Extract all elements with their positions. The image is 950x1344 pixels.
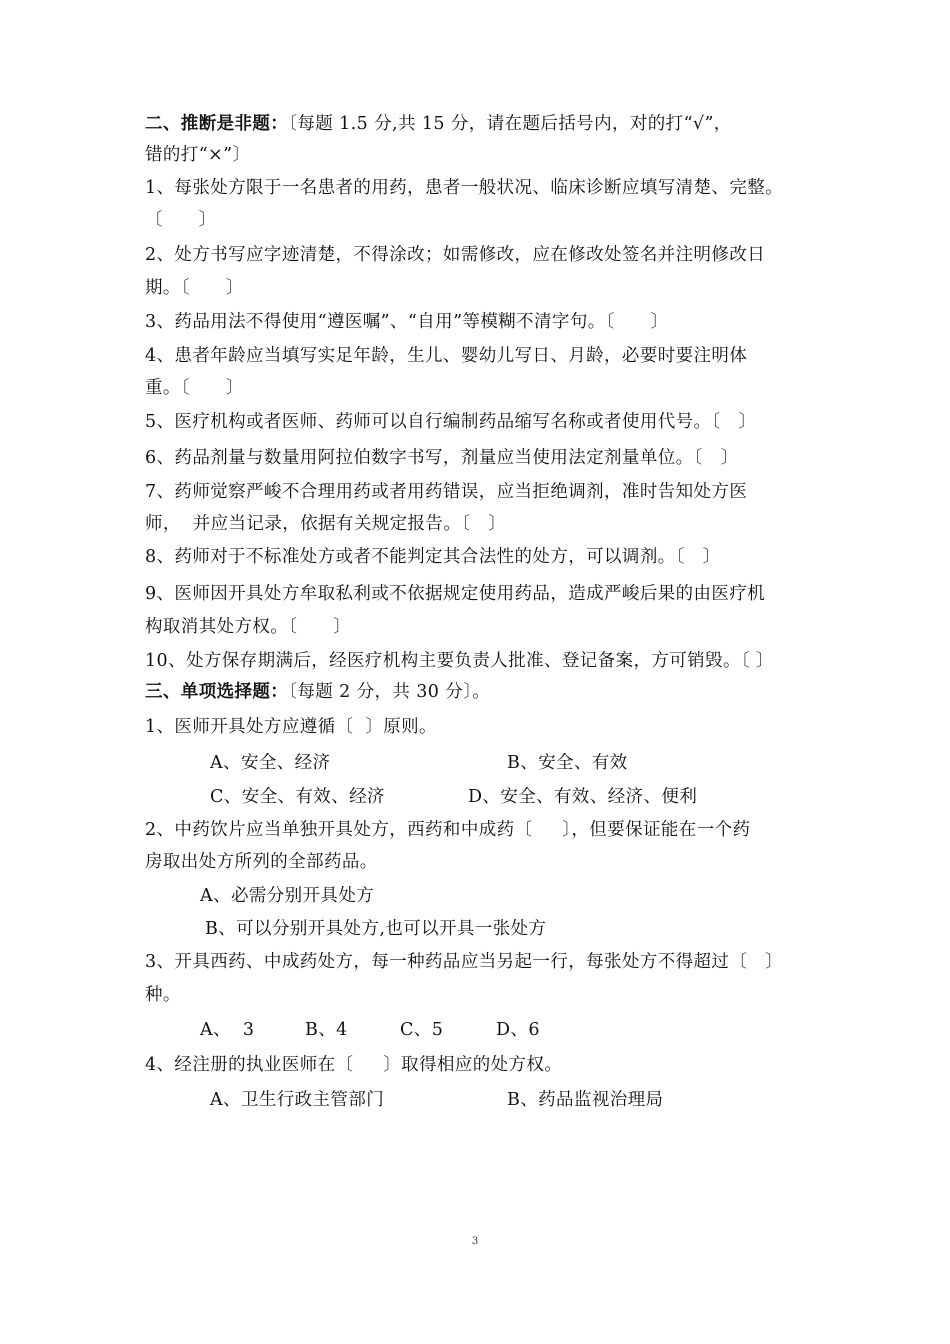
mc-q2-option-b: B、可以分别开具处方,也可以开具一张处方 [205,919,547,939]
mc-q3-option-a: A、 3 [200,1020,255,1040]
section2-heading-line [145,112,732,136]
mc-q3-option-b: B、4 [305,1020,348,1040]
mc-q2-option-a: A、必需分别开具处方 [200,886,375,906]
tf-item-9-line-2: 构取消其处方权。〔 〕 [145,617,352,637]
tf-item-5: 5、医疗机构或者医师、药师可以自行编制药品缩写名称或者使用代号。〔 〕 [145,412,757,432]
page-number: 3 [471,1236,479,1247]
section2-instruction: 〔每题 1.5 分,共 15 分，请在题后括号内，对的打“√”， [288,114,732,134]
tf-item-2-line-2: 期。〔 〕 [145,278,244,298]
mc-q1-stem: 1、医师开具处方应遵循〔 〕原则。 [145,717,437,737]
tf-item-1-line-2: 〔 〕 [145,210,217,230]
mc-q1-option-a: A、安全、经济 [210,753,331,773]
mc-q1-option-b: B、安全、有效 [507,753,628,773]
tf-item-3: 3、药品用法不得使用“遵医嘱”、“自用”等模糊不清字句。〔 〕 [145,312,669,332]
tf-item-6: 6、药品剂量与数量用阿拉伯数字书写，剂量应当使用法定剂量单位。〔 〕 [145,448,739,468]
mc-q4-option-a: A、卫生行政主管部门 [210,1090,385,1110]
section2-heading: 二、推断是非题： [145,114,289,134]
tf-item-4-line-2: 重。〔 〕 [145,378,244,398]
section3-heading-line [145,680,490,704]
tf-item-9-line-1: 9、医师因开具处方牟取私利或不依据规定使用药品，造成严峻后果的由医疗机 [145,584,766,604]
mc-q1-option-c: C、安全、有效、经济 [210,787,385,807]
mc-q4-stem: 4、经注册的执业医师在〔 〕取得相应的处方权。 [145,1055,563,1075]
tf-item-7-line-2: 师， 并应当记录，依据有关规定报告。〔 〕 [145,514,507,534]
tf-item-1-line-1: 1、每张处方限于一名患者的用药，患者一般状况、临床诊断应填写清楚、完整。 [145,178,784,198]
section3-heading: 三、单项选择题： [145,682,289,702]
mc-q3-option-d: D、6 [496,1020,540,1040]
mc-q2-stem-2: 房取出处方所列的全部药品。 [145,852,378,872]
mc-q3-option-c: C、5 [400,1020,444,1040]
tf-item-2-line-1: 2、处方书写应字迹清楚，不得涂改；如需修改，应在修改处签名并注明修改日 [145,245,766,265]
tf-item-10: 10、处方保存期满后，经医疗机构主要负责人批准、登记备案，方可销毁。〔 〕 [145,651,774,671]
mc-q4-option-b: B、药品监视治理局 [507,1090,664,1110]
section3-instruction: 〔每题 2 分，共 30 分〕。 [288,682,491,702]
mc-q3-stem-1: 3、开具西药、中成药处方，每一种药品应当另起一行，每张处方不得超过〔 〕 [145,952,784,972]
mc-q1-option-d: D、安全、有效、经济、便利 [468,787,698,807]
section2-instruction-cont: 错的打“×”〕 [145,145,251,165]
tf-item-4-line-1: 4、患者年龄应当填写实足年龄，生儿、婴幼儿写日、月龄，必要时要注明体 [145,346,748,366]
mc-q3-stem-2: 种。 [145,985,181,1005]
tf-item-8: 8、药师对于不标准处方或者不能判定其合法性的处方，可以调剂。〔 〕 [145,547,721,567]
mc-q2-stem-1: 2、中药饮片应当单独开具处方，西药和中成药〔 〕，但要保证能在一个药 [145,820,751,840]
tf-item-7-line-1: 7、药师觉察严峻不合理用药或者用药错误，应当拒绝调剂，准时告知处方医 [145,482,748,502]
